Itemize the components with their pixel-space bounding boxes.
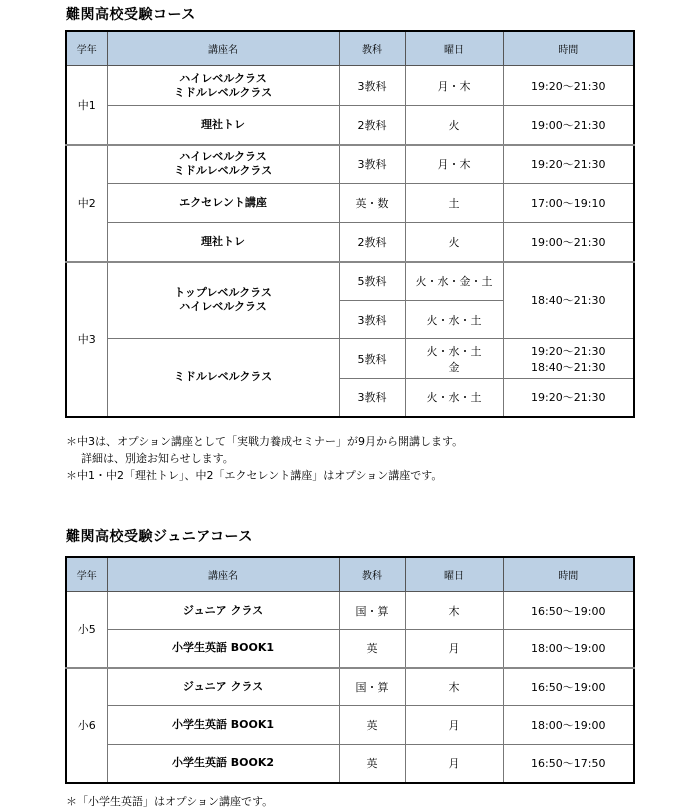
time-cell bbox=[503, 339, 634, 379]
note-line: 詳細は、別途お知らせします。 bbox=[81, 452, 234, 465]
table-row bbox=[66, 66, 634, 106]
course-cell bbox=[107, 66, 339, 106]
course-line: トップレベルクラス bbox=[174, 286, 272, 300]
day-cell: 木 bbox=[405, 668, 503, 706]
subject-cell: 5教科 bbox=[339, 339, 405, 379]
time-line: 19:20〜21:30 bbox=[531, 344, 606, 358]
grade-cell: 中1 bbox=[66, 66, 107, 145]
course-line: ミドルレベルクラス bbox=[173, 85, 273, 99]
header-grade: 学年 bbox=[66, 557, 107, 592]
subject-cell: 2教科 bbox=[339, 223, 405, 262]
day-cell: 月 bbox=[405, 630, 503, 668]
subject-cell: 3教科 bbox=[339, 301, 405, 339]
course-cell: 理社トレ bbox=[107, 106, 339, 145]
note-line: ＊中1・中2「理社トレ」、中2「エクセレント講座」はオプション講座です。 bbox=[66, 469, 443, 482]
subject-cell: 国・算 bbox=[339, 592, 405, 630]
table-header-row bbox=[66, 557, 634, 592]
subject-cell: 3教科 bbox=[339, 379, 405, 417]
table-row bbox=[66, 262, 634, 301]
course-cell: 小学生英語 BOOK1 bbox=[107, 706, 339, 745]
course-line: ミドルレベルクラス bbox=[173, 164, 273, 178]
time-cell: 16:50〜19:00 bbox=[503, 592, 634, 630]
table-row bbox=[66, 339, 634, 379]
grade-cell: 中2 bbox=[66, 145, 107, 262]
day-line: 金 bbox=[448, 360, 460, 374]
header-course: 講座名 bbox=[107, 31, 339, 66]
table-row bbox=[66, 184, 634, 223]
header-subject: 教科 bbox=[339, 557, 405, 592]
time-cell: 16:50〜19:00 bbox=[503, 668, 634, 706]
header-time: 時間 bbox=[503, 31, 634, 66]
table-row bbox=[66, 145, 634, 184]
day-cell: 月・木 bbox=[405, 66, 503, 106]
time-cell: 16:50〜17:50 bbox=[503, 745, 634, 783]
course-cell: 小学生英語 BOOK2 bbox=[107, 745, 339, 783]
course-cell bbox=[107, 145, 339, 184]
day-cell: 土 bbox=[405, 184, 503, 223]
note-line: ＊中3は、オプション講座として「実戦力養成セミナー」が9月から開講します。 bbox=[66, 435, 464, 448]
subject-cell: 英 bbox=[339, 745, 405, 783]
header-day: 曜日 bbox=[405, 557, 503, 592]
time-cell: 19:20〜21:30 bbox=[503, 145, 634, 184]
course-line: ハイレベルクラス bbox=[179, 150, 267, 164]
time-cell: 18:00〜19:00 bbox=[503, 630, 634, 668]
junior-course-table bbox=[65, 556, 635, 784]
table-row bbox=[66, 223, 634, 262]
day-cell: 月・木 bbox=[405, 145, 503, 184]
course-cell bbox=[107, 262, 339, 339]
subject-cell: 英 bbox=[339, 630, 405, 668]
table-row bbox=[66, 706, 634, 745]
subject-cell: 英・数 bbox=[339, 184, 405, 223]
table-header-row bbox=[66, 31, 634, 66]
day-cell: 木 bbox=[405, 592, 503, 630]
course-line: ハイレベルクラス bbox=[179, 71, 267, 85]
junior-note: ＊「小学生英語」はオプション講座です。 bbox=[66, 795, 274, 808]
day-cell: 火・水・金・土 bbox=[405, 262, 503, 301]
course-line: ハイレベルクラス bbox=[179, 300, 267, 314]
time-cell: 19:20〜21:30 bbox=[503, 66, 634, 106]
day-line: 火・水・土 bbox=[426, 344, 482, 358]
day-cell: 火 bbox=[405, 106, 503, 145]
grade-cell: 小6 bbox=[66, 668, 107, 783]
subject-cell: 英 bbox=[339, 706, 405, 745]
course-cell: ミドルレベルクラス bbox=[107, 339, 339, 417]
subject-cell: 3教科 bbox=[339, 66, 405, 106]
grade-cell: 中3 bbox=[66, 262, 107, 417]
senior-course-table bbox=[65, 30, 635, 418]
header-time: 時間 bbox=[503, 557, 634, 592]
header-day: 曜日 bbox=[405, 31, 503, 66]
subject-cell: 3教科 bbox=[339, 145, 405, 184]
subject-cell: 2教科 bbox=[339, 106, 405, 145]
table-row bbox=[66, 745, 634, 783]
day-cell: 火・水・土 bbox=[405, 379, 503, 417]
day-cell: 火 bbox=[405, 223, 503, 262]
section-title-junior: 難関高校受験ジュニアコース bbox=[66, 529, 253, 545]
table-row bbox=[66, 630, 634, 668]
time-cell: 19:00〜21:30 bbox=[503, 106, 634, 145]
table-row bbox=[66, 106, 634, 145]
course-cell: ジュニア クラス bbox=[107, 592, 339, 630]
subject-cell: 5教科 bbox=[339, 262, 405, 301]
day-cell bbox=[405, 339, 503, 379]
time-cell: 17:00〜19:10 bbox=[503, 184, 634, 223]
table-row bbox=[66, 668, 634, 706]
header-course: 講座名 bbox=[107, 557, 339, 592]
header-grade: 学年 bbox=[66, 31, 107, 66]
course-cell: エクセレント講座 bbox=[107, 184, 339, 223]
header-subject: 教科 bbox=[339, 31, 405, 66]
time-cell: 19:20〜21:30 bbox=[503, 379, 634, 417]
day-cell: 月 bbox=[405, 745, 503, 783]
section-title-senior: 難関高校受験コース bbox=[66, 7, 196, 23]
table-row bbox=[66, 592, 634, 630]
time-line: 18:40〜21:30 bbox=[531, 360, 606, 374]
day-cell: 月 bbox=[405, 706, 503, 745]
time-cell: 19:00〜21:30 bbox=[503, 223, 634, 262]
grade-cell: 小5 bbox=[66, 592, 107, 668]
subject-cell: 国・算 bbox=[339, 668, 405, 706]
course-cell: 小学生英語 BOOK1 bbox=[107, 630, 339, 668]
time-cell: 18:00〜19:00 bbox=[503, 706, 634, 745]
senior-notes bbox=[66, 433, 463, 484]
course-cell: ジュニア クラス bbox=[107, 668, 339, 706]
time-cell: 18:40〜21:30 bbox=[503, 262, 634, 339]
day-cell: 火・水・土 bbox=[405, 301, 503, 339]
course-cell: 理社トレ bbox=[107, 223, 339, 262]
